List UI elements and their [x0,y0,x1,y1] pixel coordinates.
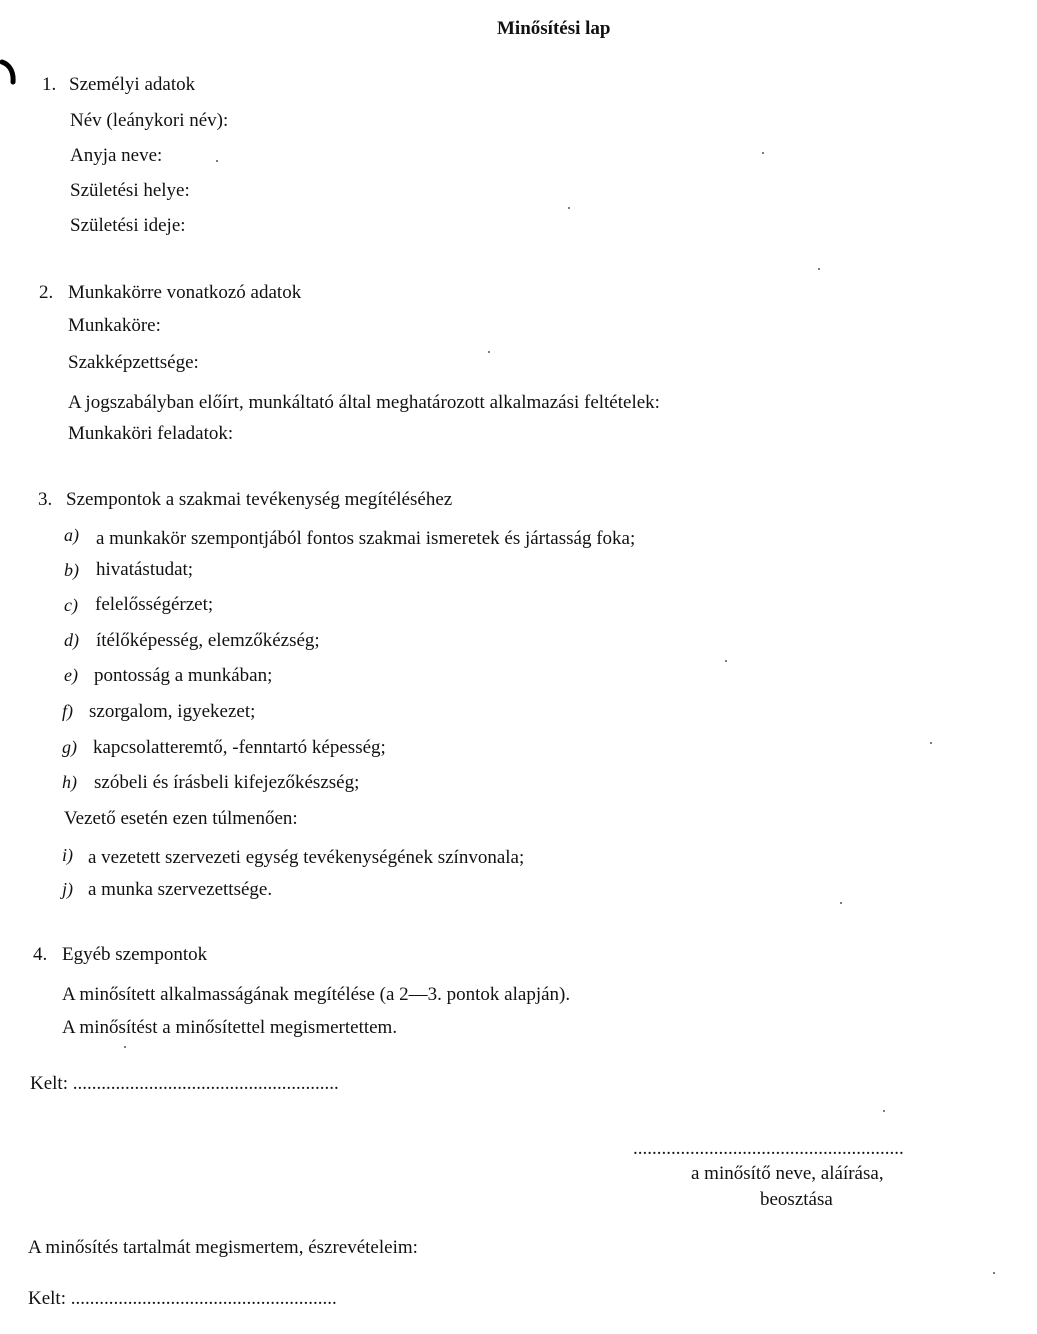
scan-speck [568,207,570,209]
scan-speck [840,902,842,904]
section-4-heading: Egyéb szempontok [62,944,208,965]
scan-speck [818,268,820,270]
scan-mark [0,58,18,86]
item-j-letter: j) [62,879,73,899]
acknowledgement-line: A minősítés tartalmát megismertem, észrevételeim: [28,1237,418,1258]
item-f-text: szorgalom, igyekezet; [89,701,256,722]
item-f-letter: f) [62,701,73,721]
signature-dots: ......................................................... [633,1138,904,1159]
scan-speck [124,1046,126,1048]
scan-speck [488,351,490,353]
section-3-heading: Szempontok a szakmai tevékenység megítéléséhez [66,489,453,510]
date-line-1: Kelt: ........................................................ [30,1073,339,1094]
date-line-2: Kelt: ........................................................ [28,1288,337,1309]
item-g-letter: g) [62,737,77,757]
item-e-letter: e) [64,665,78,685]
item-b-text: hivatástudat; [96,559,194,580]
scan-speck [930,742,932,744]
scan-speck [762,152,764,154]
section-1-heading: Személyi adatok [69,74,196,95]
item-d-letter: d) [64,630,79,650]
item-d-text: ítélőképesség, elemzőkézség; [96,630,320,651]
field-birthplace: Születési helye: [70,180,190,201]
item-i-text: a vezetett szervezeti egység tevékenységének színvonala; [88,847,525,868]
section-4-number: 4. [33,944,48,965]
field-birthdate: Születési ideje: [70,215,186,236]
field-job: Munkaköre: [68,315,161,336]
section-2-number: 2. [39,282,54,303]
scan-speck [883,1110,885,1112]
item-h-letter: h) [62,772,77,792]
item-c-letter: c) [64,595,78,615]
section-3-number: 3. [38,489,53,510]
field-qualification: Szakképzettsége: [68,352,199,373]
item-a-text: a munkakör szempontjából fontos szakmai ismeretek és jártasság foka; [96,528,636,549]
informed-line: A minősítést a minősítettel megismertettem. [62,1017,398,1038]
item-a-letter: a) [64,525,79,545]
item-e-text: pontosság a munkában; [94,665,273,686]
field-requirements: A jogszabályban előírt, munkáltató által meghatározott alkalmazási feltételek: [68,392,660,413]
field-mother-name: Anyja neve: [70,145,163,166]
item-h-text: szóbeli és írásbeli kifejezőkészség; [94,772,360,793]
item-j-text: a munka szervezettsége. [88,879,273,900]
leader-note: Vezető esetén ezen túlmenően: [64,808,298,829]
item-i-letter: i) [62,845,73,865]
suitability-line: A minősített alkalmasságának megítélése (a 2—3. pontok alapján). [62,984,571,1005]
field-name: Név (leánykori név): [70,110,229,131]
item-c-text: felelősségérzet; [95,594,214,615]
field-duties: Munkaköri feladatok: [68,423,234,444]
item-b-letter: b) [64,560,79,580]
section-1-number: 1. [42,74,57,95]
item-g-text: kapcsolatteremtő, -fenntartó képesség; [93,737,386,758]
scan-speck [216,160,218,162]
signature-position: beosztása [760,1189,833,1210]
scan-speck [993,1272,995,1274]
signature-label: a minősítő neve, aláírása, [691,1163,884,1184]
section-2-heading: Munkakörre vonatkozó adatok [68,282,302,303]
page-title: Minősítési lap [497,18,611,39]
scan-speck [725,660,727,662]
